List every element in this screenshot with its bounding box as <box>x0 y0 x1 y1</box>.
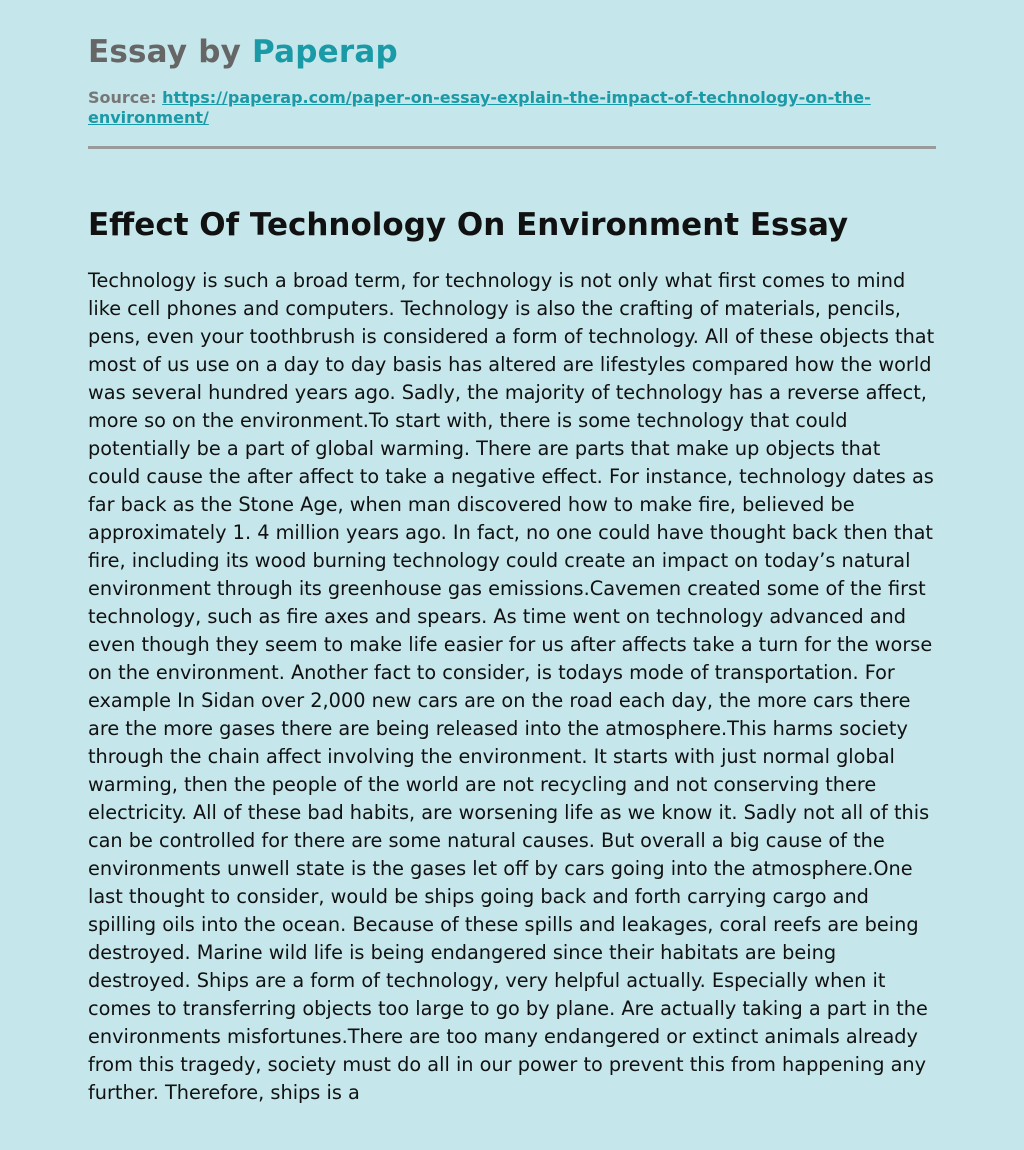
brand-name: Paperap <box>252 34 398 70</box>
site-brand[interactable] <box>88 30 936 74</box>
source-label: Source: <box>88 88 157 107</box>
essay-page <box>88 0 936 1107</box>
brand-prefix: Essay by <box>88 34 253 70</box>
essay-title: Effect Of Technology On Environment Essay <box>88 207 849 243</box>
source-line <box>88 88 878 128</box>
essay-body: Technology is such a broad term, for technology is not only what first comes to mind like cell phones and computers. Technology is also the crafting of materials, pencils, pens, even your toothbrush is considered a form of technology. All of these objects that most of us use on a day to day basis has altered are lifestyles compared how the world was several hundred years ago. Sadly, the majority of technology has a reverse affect, more so on the environment.To start with, there is some technology that could potentially be a part of global warming. There are parts that make up objects that could cause the after affect to take a negative effect. For instance, technology dates as far back as the Stone Age, when man discovered how to make fire, believed be approximately 1. 4 million years ago. In fact, no one could have thought back then that fire, including its wood burning technology could create an impact on today’s natural environment through its greenhouse gas emissions.Cavemen created some of the first technology, such as fire axes and spears. As time went on technology advanced and even though they seem to make life easier for us after affects take a turn for the worse on the environment. Another fact to consider, is todays mode of transportation. For example In Sidan over 2,000 new cars are on the road each day, the more cars there are the more gases there are being released into the atmosphere.This harms society through the chain affect involving the environment. It starts with just normal global warming, then the people of the world are not recycling and not conserving there electricity. All of these bad habits, are worsening life as we know it. Sadly not all of this can be controlled for there are some natural causes. But overall a big cause of the environments unwell state is the gases let off by cars going into the atmosphere.One last thought to consider, would be ships going back and forth carrying cargo and spilling oils into the ocean. Because of these spills and leakages, coral reefs are being destroyed. Marine wild life is being endangered since their habitats are being destroyed. Ships are a form of technology, very helpful actually. Especially when it comes to transferring objects too large to go by plane. Are actually taking a part in the environments misfortunes.There are too many endangered or extinct animals already from this tragedy, society must do all in our power to prevent this from happening any further. Therefore, ships is a <box>88 269 935 1104</box>
header-divider <box>88 146 936 149</box>
source-link[interactable]: https://paperap.com/paper-on-essay-explain-the-impact-of-technology-on-the-environment/ <box>88 88 871 127</box>
